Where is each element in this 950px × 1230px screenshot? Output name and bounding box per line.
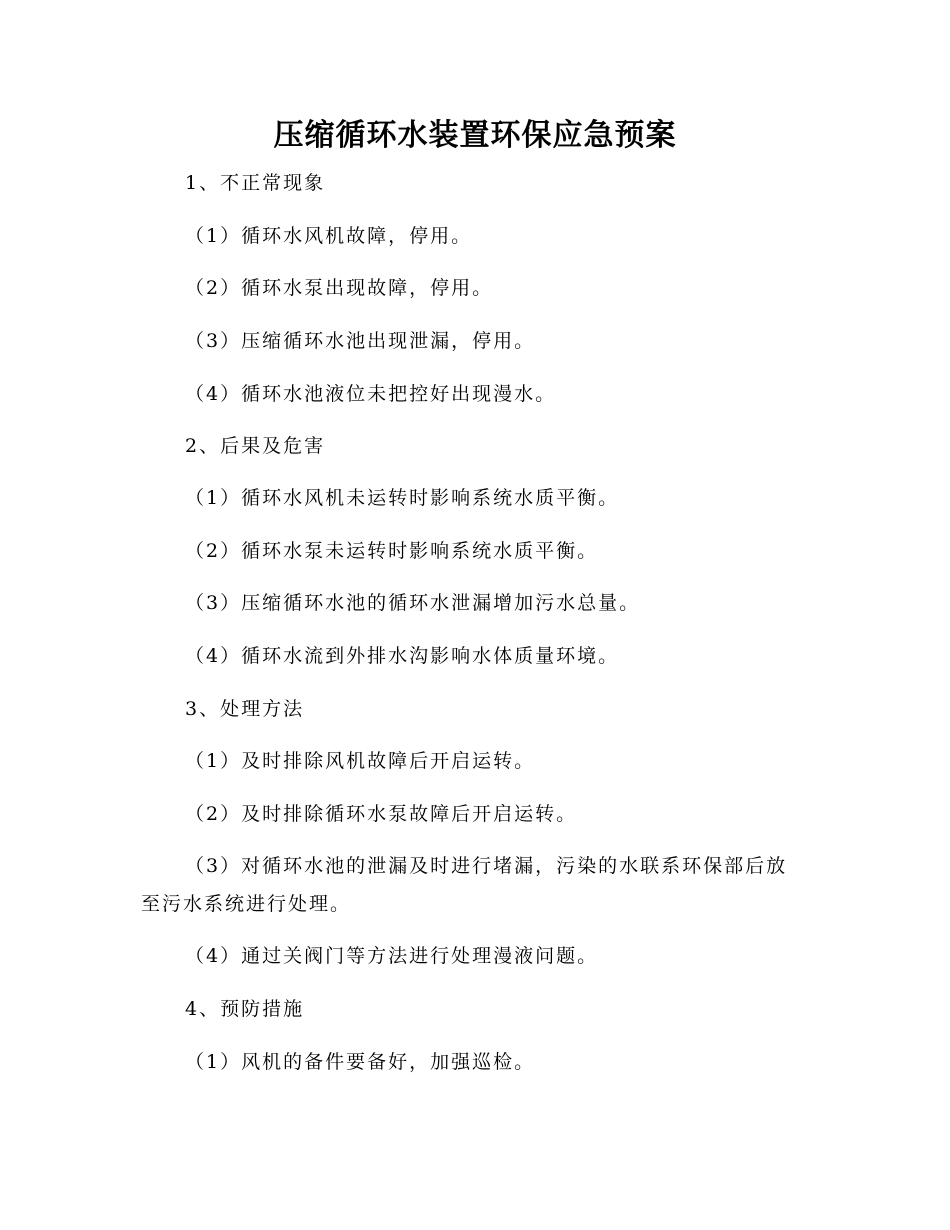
- section-heading: 2、后果及危害: [185, 435, 326, 457]
- section-heading: 4、预防措施: [185, 998, 305, 1020]
- list-item: （3）对循环水池的泄漏及时进行堵漏，污染的水联系环保部后放: [185, 855, 788, 877]
- list-item: （2）循环水泵未运转时影响系统水质平衡。: [185, 540, 599, 562]
- list-item: （1）循环水风机故障，停用。: [185, 225, 473, 247]
- list-item-continuation: 至污水系统进行处理。: [141, 893, 352, 915]
- section-heading: 3、处理方法: [185, 698, 305, 720]
- document-title: 压缩循环水装置环保应急预案: [273, 118, 677, 153]
- list-item: （1）风机的备件要备好，加强巡检。: [185, 1051, 536, 1073]
- list-item: （4）通过关阀门等方法进行处理漫液问题。: [185, 945, 599, 967]
- list-item: （2）及时排除循环水泵故障后开启运转。: [185, 803, 578, 825]
- section-heading: 1、不正常现象: [185, 172, 326, 194]
- list-item: （4）循环水池液位未把控好出现漫水。: [185, 383, 557, 405]
- list-item: （1）及时排除风机故障后开启运转。: [185, 750, 536, 772]
- list-item: （2）循环水泵出现故障，停用。: [185, 277, 494, 299]
- list-item: （4）循环水流到外排水沟影响水体质量环境。: [185, 645, 620, 667]
- list-item: （3）压缩循环水池的循环水泄漏增加污水总量。: [185, 592, 641, 614]
- list-item: （3）压缩循环水池出现泄漏，停用。: [185, 330, 536, 352]
- list-item: （1）循环水风机未运转时影响系统水质平衡。: [185, 487, 620, 509]
